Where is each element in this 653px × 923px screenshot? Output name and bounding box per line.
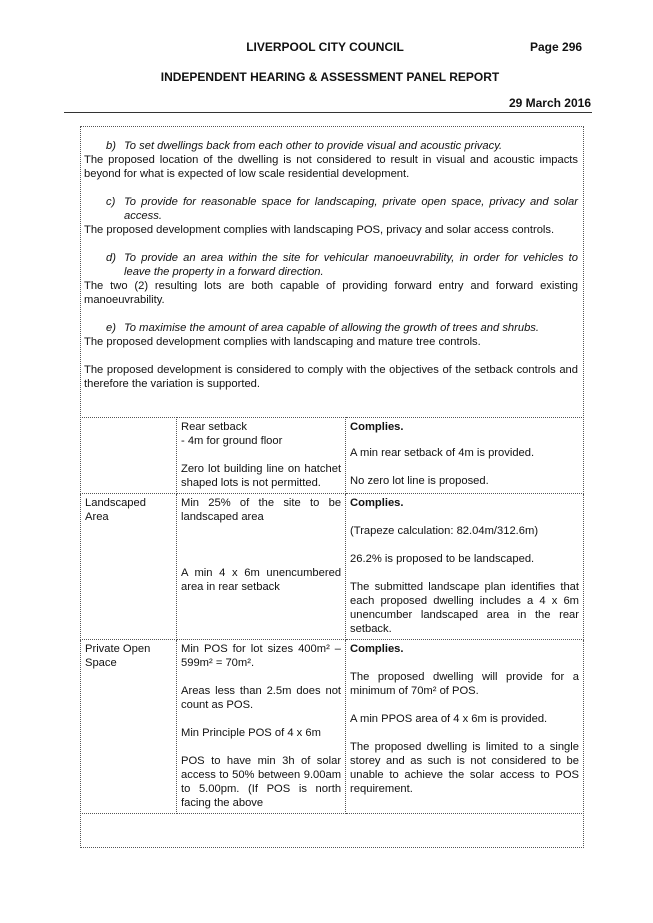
requirement-cell [177,494,346,640]
objective-e-label: e) [106,322,116,334]
table-row [81,418,584,494]
control-name-cell: Private Open Space [81,640,177,814]
compliance-status: Complies. [350,497,404,509]
response-cell [346,494,584,640]
objective-e-response: The proposed development complies with landscaping and mature tree controls. [84,336,481,348]
response-text: 26.2% is proposed to be landscaped. [350,553,535,565]
objective-b [84,139,578,181]
objective-c-text: To provide for reasonable space for landscaping, private open space, privacy and solar access. [124,196,578,222]
objective-d [84,251,578,307]
page-number: Page 296 [530,40,583,54]
response-text: No zero lot line is proposed. [350,475,489,487]
compliance-table [80,417,584,814]
requirement-text: POS to have min 3h of solar access to 50% between 9.00am to 5.00pm. (If POS is north facing the above [181,755,342,809]
requirement-text: Min 25% of the site to be landscaped area [181,497,342,523]
response-text: The proposed dwelling will provide for a minimum of 70m² of POS. [350,671,579,697]
response-cell [346,418,584,494]
response-text: A min PPOS area of 4 x 6m is provided. [350,713,548,725]
objective-d-text: To provide an area within the site for vehicular manoeuvrability, in order for vehicles to leave the property in a forward direction. [124,252,578,278]
objective-c [84,195,578,237]
requirement-text: - 4m for ground floor [181,435,283,447]
requirement-text: Min POS for lot sizes 400m² – 599m² = 70m². [181,643,342,669]
requirement-text: Min Principle POS of 4 x 6m [181,727,321,739]
table-row [81,494,584,640]
objectives-section [84,139,578,405]
requirement-cell [177,640,346,814]
control-name-cell: Landscaped Area [81,494,177,640]
table-row [81,640,584,814]
compliance-status: Complies. [350,421,404,433]
requirement-text: Rear setback [181,421,247,433]
conclusion: The proposed development is considered to comply with the objectives of the setback controls and therefore the variation is supported. [84,364,578,390]
requirement-text: Zero lot building line on hatchet shaped lots is not permitted. [181,463,342,489]
objective-e [84,321,578,349]
objective-c-label: c) [106,196,116,208]
header-divider [64,112,592,113]
requirement-text: A min 4 x 6m unencumbered area in rear setback [181,567,342,593]
requirement-text: Areas less than 2.5m does not count as POS. [181,685,342,711]
objective-b-text: To set dwellings back from each other to provide visual and acoustic privacy. [124,140,503,152]
response-cell [346,640,584,814]
control-name-cell [81,418,177,494]
compliance-status: Complies. [350,643,404,655]
objective-d-response: The two (2) resulting lots are both capable of providing forward entry and forward existing manoeuvrability. [84,280,578,306]
objective-b-response: The proposed location of the dwelling is not considered to result in visual and acoustic impacts beyond for what is expected of low scale residential development. [84,154,578,180]
response-text: The submitted landscape plan identifies that each proposed dwelling includes a 4 x 6m unencumber landscaped area in the rear setback. [350,581,579,635]
objective-b-label: b) [106,140,116,152]
response-text: The proposed dwelling is limited to a single storey and as such is not considered to be unable to achieve the solar access to POS requirement. [350,741,579,795]
requirement-cell [177,418,346,494]
objective-d-label: d) [106,252,116,264]
response-text: (Trapeze calculation: 82.04m/312.6m) [350,525,539,537]
report-date: 29 March 2016 [508,96,591,110]
objective-e-text: To maximise the amount of area capable of allowing the growth of trees and shrubs. [124,322,540,334]
objective-c-response: The proposed development complies with landscaping POS, privacy and solar access controls. [84,224,555,236]
council-name: LIVERPOOL CITY COUNCIL [246,40,404,54]
report-title: INDEPENDENT HEARING & ASSESSMENT PANEL REPORT [160,70,500,84]
response-text: A min rear setback of 4m is provided. [350,447,535,459]
